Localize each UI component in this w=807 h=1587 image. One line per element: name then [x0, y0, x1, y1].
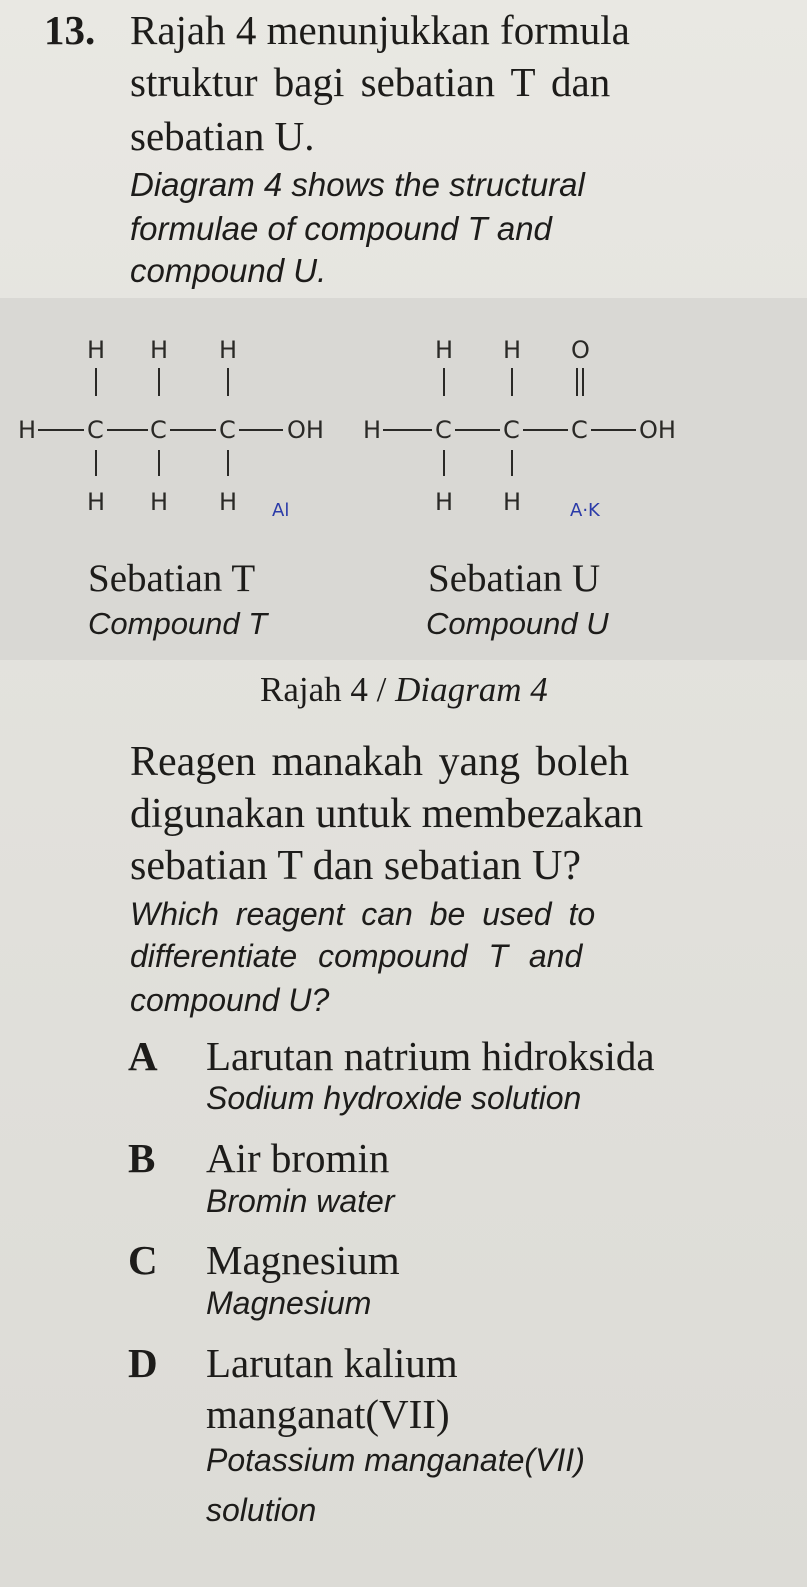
- atom-h: H: [435, 336, 454, 364]
- atom-c: C: [219, 416, 236, 444]
- option-b-letter[interactable]: B: [128, 1135, 156, 1181]
- prompt-en-line-2: differentiate compound T and: [130, 938, 583, 974]
- option-d-text-ms-2[interactable]: manganat(VII): [206, 1391, 450, 1437]
- option-b-text-ms[interactable]: Air bromin: [206, 1135, 390, 1181]
- atom-h: H: [503, 488, 522, 516]
- stem-en-line-1: Diagram 4 shows the structural: [130, 166, 585, 203]
- atom-c: C: [503, 416, 520, 444]
- compound-u-structure: [360, 318, 700, 523]
- stem-ms-line-2: struktur bagi sebatian T dan: [130, 59, 611, 105]
- diagram-caption: [260, 670, 548, 710]
- group-oh: OH: [639, 416, 676, 444]
- atom-h: H: [435, 488, 454, 516]
- atom-c: C: [435, 416, 452, 444]
- label-compound-u: Compound U: [426, 606, 609, 641]
- handwritten-note-t: Al: [272, 500, 290, 521]
- atom-h: H: [363, 416, 382, 444]
- prompt-ms-line-3: sebatian T dan sebatian U?: [130, 843, 581, 889]
- atom-h: H: [219, 488, 238, 516]
- label-compound-t: Compound T: [88, 606, 268, 641]
- question-number: 13.: [44, 7, 96, 53]
- prompt-ms-line-1: Reagen manakah yang boleh: [130, 739, 629, 785]
- label-sebatian-u: Sebatian U: [428, 557, 601, 600]
- option-c-text-en[interactable]: Magnesium: [206, 1285, 372, 1321]
- option-d-text-en[interactable]: Potassium manganate(VII): [206, 1442, 585, 1478]
- atom-h: H: [219, 336, 238, 364]
- stem-en-line-3: compound U.: [130, 252, 327, 289]
- handwritten-note-u: A·K: [570, 500, 600, 521]
- label-sebatian-t: Sebatian T: [88, 557, 256, 600]
- atom-c: C: [150, 416, 167, 444]
- option-b-text-en[interactable]: Bromin water: [206, 1183, 395, 1219]
- atom-h: H: [87, 488, 106, 516]
- stem-en-line-2: formulae of compound T and: [130, 210, 552, 247]
- atom-h: H: [150, 336, 169, 364]
- caption-en: Diagram 4: [395, 670, 548, 709]
- group-oh: OH: [287, 416, 324, 444]
- stem-ms-line-1: Rajah 4 menunjukkan formula: [130, 7, 630, 53]
- prompt-en-line-1: Which reagent can be used to: [130, 896, 596, 932]
- option-d-text-ms[interactable]: Larutan kalium: [206, 1340, 458, 1386]
- atom-h: H: [150, 488, 169, 516]
- prompt-ms-line-2: digunakan untuk membezakan: [130, 791, 644, 837]
- option-c-letter[interactable]: C: [128, 1237, 158, 1283]
- atom-o: O: [571, 336, 590, 364]
- caption-ms: Rajah 4 /: [260, 670, 387, 709]
- compound-t-structure: [0, 318, 360, 523]
- atom-c: C: [571, 416, 588, 444]
- prompt-en-line-3: compound U?: [130, 982, 330, 1018]
- atom-h: H: [87, 336, 106, 364]
- option-d-letter[interactable]: D: [128, 1340, 158, 1386]
- option-a-text-en[interactable]: Sodium hydroxide solution: [206, 1080, 582, 1116]
- option-c-text-ms[interactable]: Magnesium: [206, 1237, 400, 1283]
- option-a-letter[interactable]: A: [128, 1033, 158, 1079]
- stem-ms-line-3: sebatian U.: [130, 113, 315, 159]
- option-a-text-ms[interactable]: Larutan natrium hidroksida: [206, 1033, 655, 1079]
- atom-h: H: [503, 336, 522, 364]
- atom-h: H: [18, 416, 37, 444]
- option-d-text-en-2[interactable]: solution: [206, 1492, 317, 1528]
- atom-c: C: [87, 416, 104, 444]
